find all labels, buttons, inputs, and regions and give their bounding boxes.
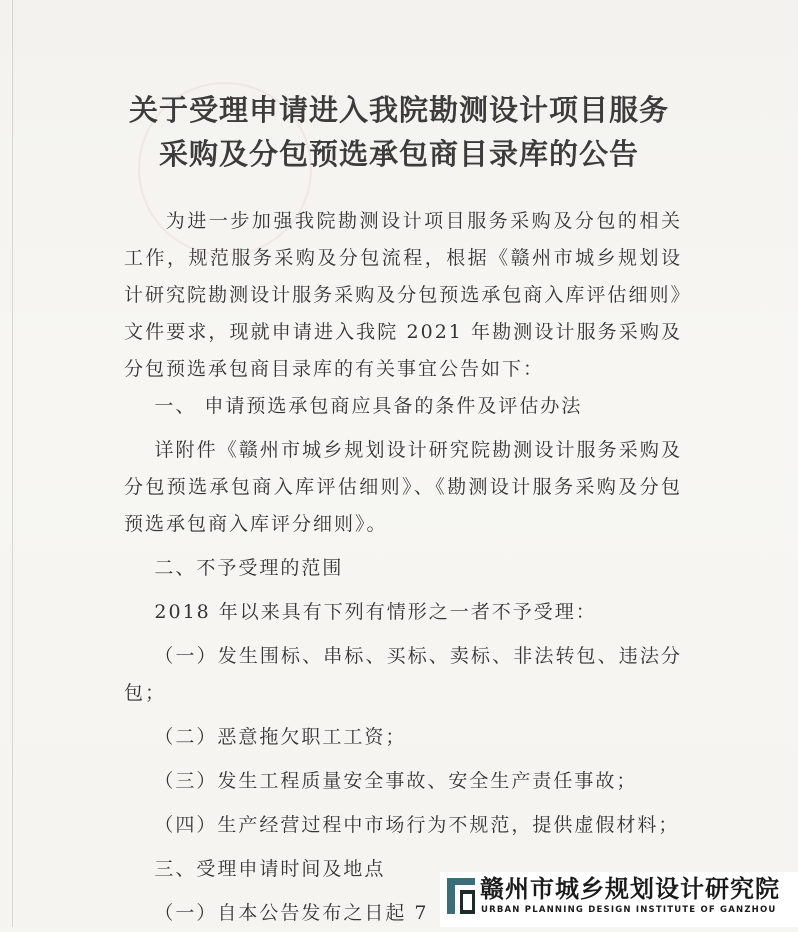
institute-name-en: URBAN PLANNING DESIGN INSTITUTE OF GANZHOU (481, 905, 777, 915)
section-2-item-1: （一）发生围标、串标、买标、卖标、非法转包、违法分包； (124, 645, 682, 704)
section-2-item-2: （二）恶意拖欠职工工资； (154, 726, 407, 748)
section-2-heading: 二、不予受理的范围 (154, 557, 344, 579)
intro-paragraph: 为进一步加强我院勘测设计项目服务采购及分包的相关工作，规范服务采购及分包流程，根据《赣州市城乡规划设计研究院勘测设计服务采购及分包预选承包商入库评估细则》文件要求，现就申请进入我院 2021 年勘测设计服务采购及分包预选承包商目录库的有关事宜公告如下： (124, 210, 682, 380)
section-2-item-3: （三）发生工程质量安全事故、安全生产责任事故； (154, 770, 638, 792)
document-title (0, 88, 798, 176)
section-2-item-4: （四）生产经营过程中市场行为不规范，提供虚假材料； (154, 814, 680, 836)
institute-logo-icon (447, 878, 475, 914)
section-1-heading: 一、 申请预选承包商应具备的条件及评估办法 (154, 395, 583, 417)
section-1-body: 详附件《赣州市城乡规划设计研究院勘测设计服务采购及分包预选承包商入库评估细则》、《勘测设计服务采购及分包预选承包商入库评分细则》。 (124, 439, 682, 535)
document-body (124, 203, 682, 932)
title-line-1: 关于受理申请进入我院勘测设计项目服务 (128, 93, 669, 127)
institute-name-cn: 赣州市城乡规划设计研究院 (480, 875, 780, 903)
title-line-2: 采购及分包预选承包商目录库的公告 (158, 137, 639, 171)
section-3-heading: 三、受理申请时间及地点 (154, 858, 386, 880)
section-3-item-1: （一）自本公告发布之日起 7 (154, 902, 429, 924)
section-2-intro: 2018 年以来具有下列有情形之一者不予受理： (154, 601, 597, 623)
